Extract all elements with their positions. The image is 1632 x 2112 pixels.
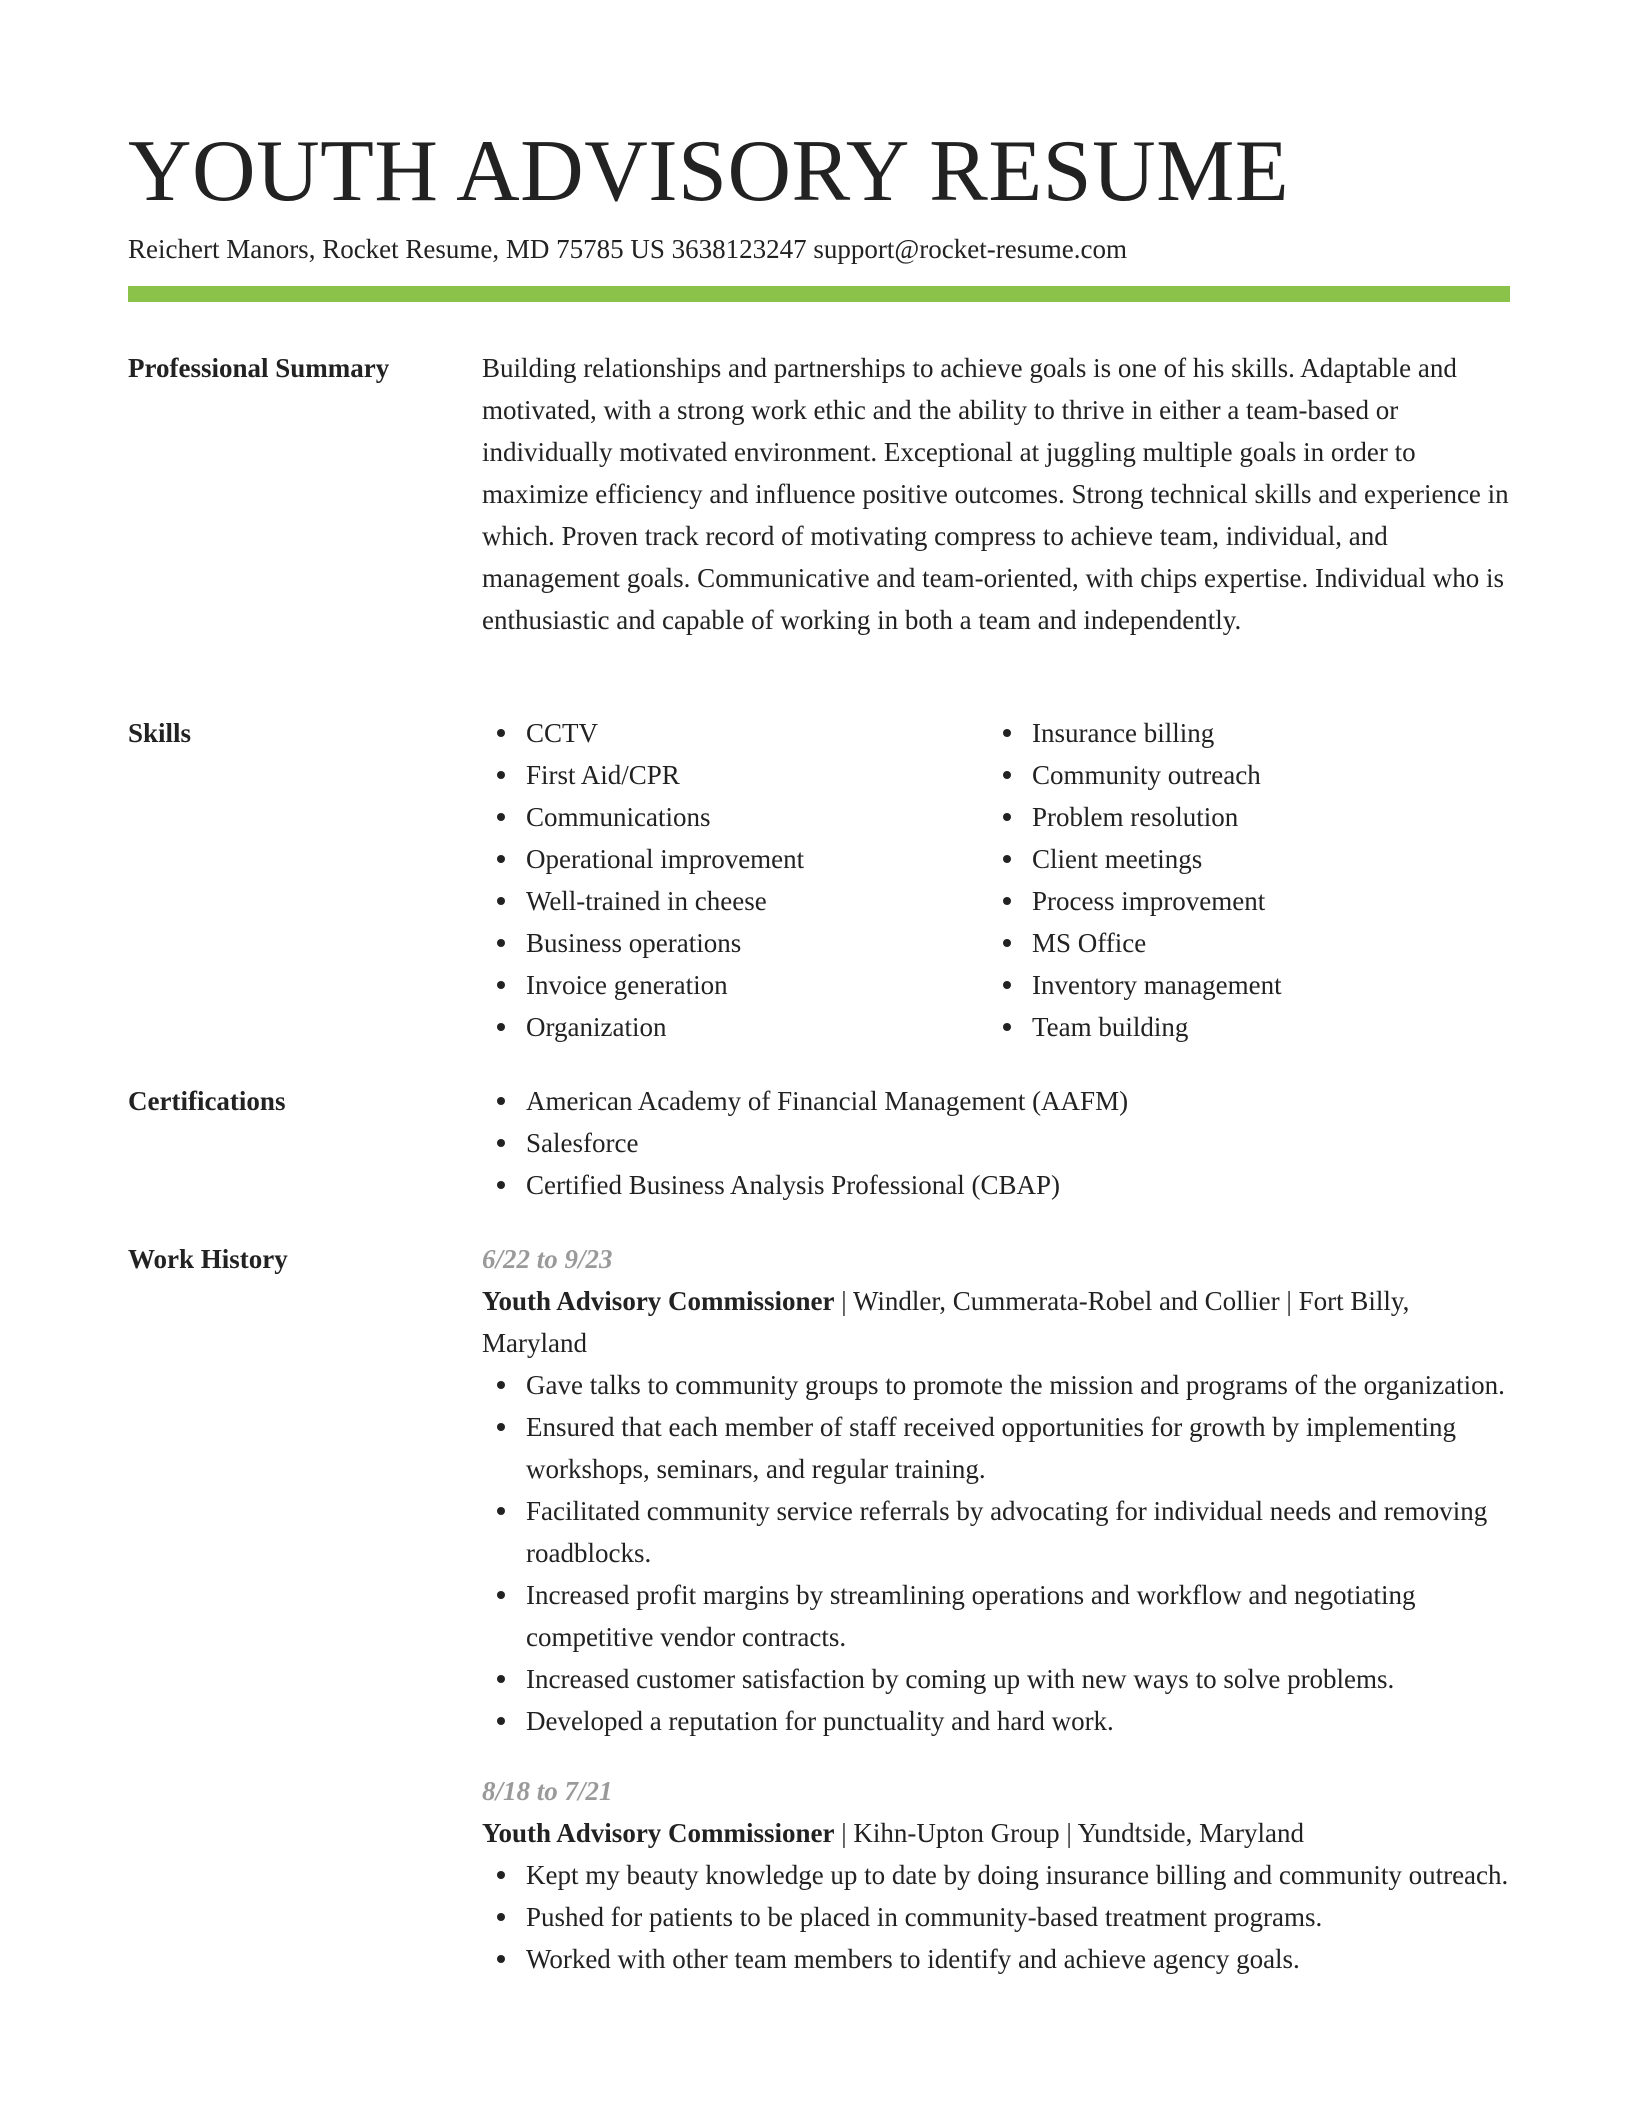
skill-item: CCTV	[526, 712, 804, 754]
job-title: Youth Advisory Commissioner	[482, 1286, 835, 1316]
skills-list-right	[988, 712, 1282, 1048]
skill-item: Business operations	[526, 922, 804, 964]
job-duties-list	[482, 1854, 1510, 1980]
job-heading	[482, 1812, 1510, 1854]
skill-item: Insurance billing	[1032, 712, 1282, 754]
summary-label: Professional Summary	[128, 353, 390, 383]
work-history-label: Work History	[128, 1244, 288, 1274]
job-duty: Ensured that each member of staff received opportunities for growth by implementing workshops, seminars, and regular training.	[526, 1406, 1510, 1490]
skill-item: Organization	[526, 1006, 804, 1048]
accent-divider	[128, 286, 1510, 302]
resume-title: YOUTH ADVISORY RESUME	[128, 123, 1290, 220]
skill-item: Client meetings	[1032, 838, 1282, 880]
skill-item: Inventory management	[1032, 964, 1282, 1006]
certifications-label: Certifications	[128, 1086, 286, 1116]
job-duty: Increased customer satisfaction by coming up with new ways to solve problems.	[526, 1658, 1510, 1700]
certification-item: Salesforce	[526, 1122, 1510, 1164]
skill-item: Communications	[526, 796, 804, 838]
job-entry	[482, 1770, 1510, 1980]
certifications-list	[482, 1080, 1510, 1206]
job-duties-list	[482, 1364, 1510, 1742]
work-history-section	[128, 1238, 1510, 2112]
job-heading	[482, 1280, 1510, 1364]
skill-item: MS Office	[1032, 922, 1282, 964]
skill-item: Team building	[1032, 1006, 1282, 1048]
job-duty: Facilitated community service referrals by advocating for individual needs and removing roadblocks.	[526, 1490, 1510, 1574]
job-entry	[482, 1238, 1510, 1742]
certification-item: American Academy of Financial Management (AAFM)	[526, 1080, 1510, 1122]
skill-item: Invoice generation	[526, 964, 804, 1006]
skills-section	[128, 712, 1510, 1052]
skill-item: Problem resolution	[1032, 796, 1282, 838]
job-duty: Developed a reputation for punctuality and hard work.	[526, 1700, 1510, 1742]
job-title: Youth Advisory Commissioner	[482, 1818, 835, 1848]
job-duty: Kept my beauty knowledge up to date by doing insurance billing and community outreach.	[526, 1854, 1510, 1896]
skill-item: First Aid/CPR	[526, 754, 804, 796]
job-employer-location: | Kihn-Upton Group | Yundtside, Maryland	[834, 1818, 1305, 1848]
skills-list-left	[482, 712, 804, 1048]
summary-section	[128, 347, 1510, 687]
contact-line: Reichert Manors, Rocket Resume, MD 75785 US 3638123247 support@rocket-resume.com	[128, 234, 1127, 264]
skill-item: Community outreach	[1032, 754, 1282, 796]
job-dates: 8/18 to 7/21	[482, 1776, 613, 1806]
job-duty: Pushed for patients to be placed in community-based treatment programs.	[526, 1896, 1510, 1938]
skill-item: Operational improvement	[526, 838, 804, 880]
summary-text: Building relationships and partnerships to achieve goals is one of his skills. Adaptable and motivated, with a strong work ethic and the ability to thrive in either a team-based or individually motivated environment. Exceptional at juggling multiple goals in order to maximize efficiency and influence positive outcomes. Strong technical skills and experience in which. Proven track record of motivating compress to achieve team, individual, and management goals. Communicative and team-oriented, with chips expertise. Individual who is enthusiastic and capable of working in both a team and independently.	[482, 353, 1509, 635]
skills-label: Skills	[128, 718, 192, 748]
job-duty: Increased profit margins by streamlining operations and workflow and negotiating competitive vendor contracts.	[526, 1574, 1510, 1658]
skill-item: Process improvement	[1032, 880, 1282, 922]
certification-item: Certified Business Analysis Professional (CBAP)	[526, 1164, 1510, 1206]
job-dates: 6/22 to 9/23	[482, 1244, 613, 1274]
certifications-section	[128, 1080, 1510, 1210]
skill-item: Well-trained in cheese	[526, 880, 804, 922]
job-duty: Worked with other team members to identify and achieve agency goals.	[526, 1938, 1510, 1980]
job-duty: Gave talks to community groups to promote the mission and programs of the organization.	[526, 1364, 1510, 1406]
job-employer-location: | Windler, Cummerata-Robel and Collier | Fort Billy, Maryland	[482, 1286, 1410, 1358]
